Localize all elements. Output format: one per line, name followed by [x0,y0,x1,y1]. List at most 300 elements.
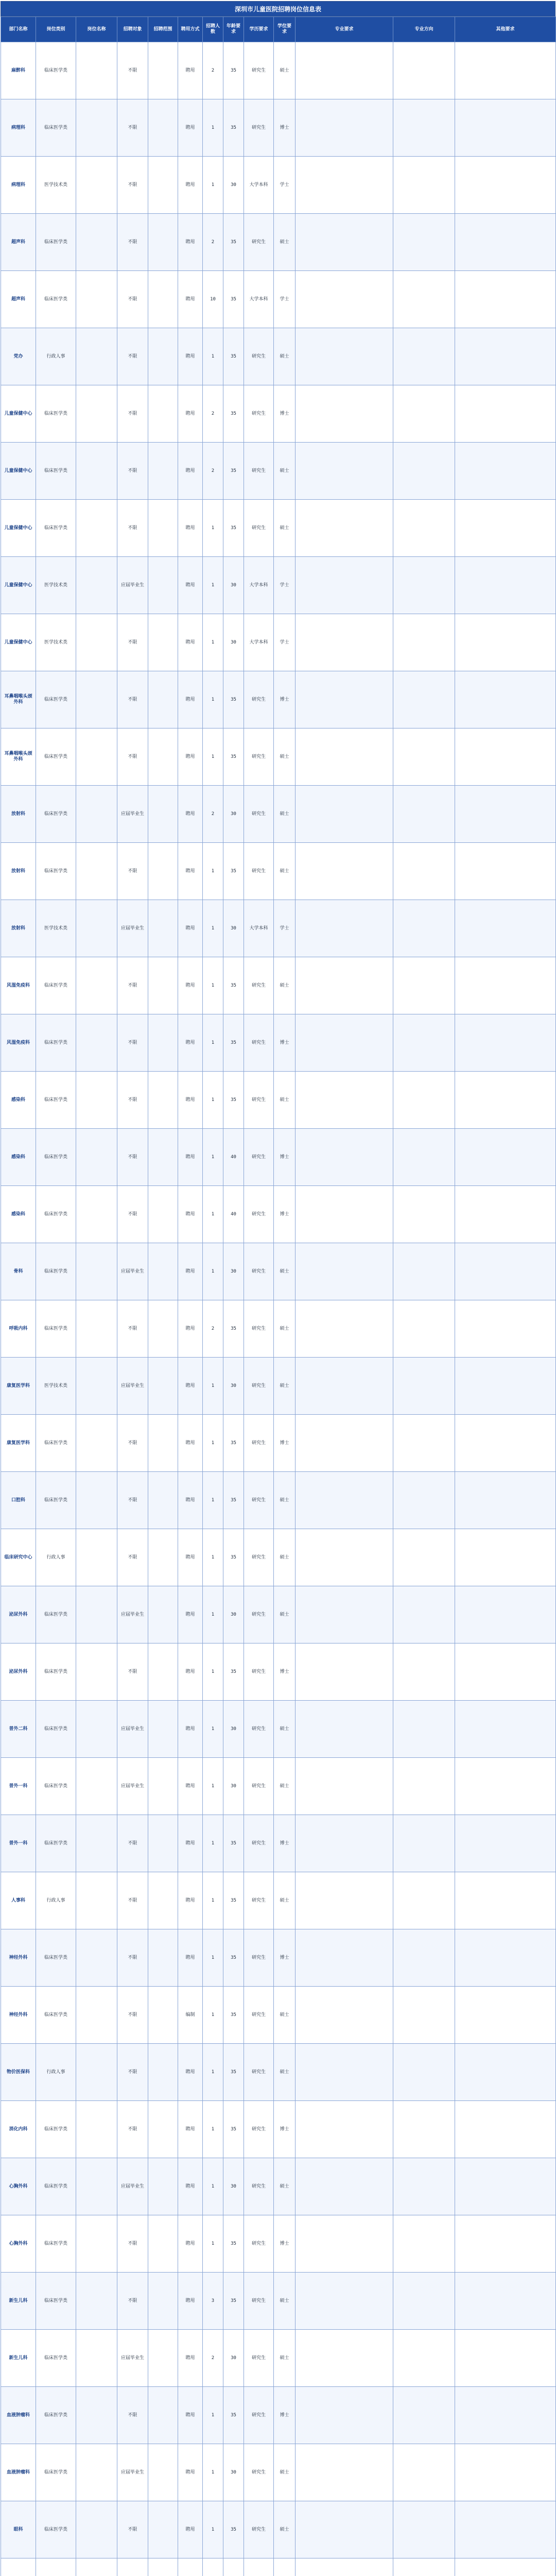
cell-other [455,99,556,157]
cell-dept: 消化内科 [1,2101,36,2158]
cell-source: 不限 [117,843,148,900]
cell-edu: 研究生 [244,443,274,500]
cell-direction [393,1300,455,1358]
cell-post [76,614,117,671]
cell-source: 不限 [117,1815,148,1872]
cell-major [296,1529,393,1586]
cell-post [76,557,117,614]
cell-dept: 感染科 [1,1072,36,1129]
table-row [1,1243,556,1300]
cell-degree: 硕士 [274,1072,296,1129]
table-row [1,500,556,557]
cell-other [455,2101,556,2158]
cell-other [455,1929,556,1987]
cell-major [296,1472,393,1529]
cell-direction [393,2158,455,2215]
table-title: 深圳市儿童医院招聘岗位信息表 [1,1,555,16]
cell-mode: 聘用 [178,2158,203,2215]
cell-count: 1 [203,2158,223,2215]
cell-source: 不限 [117,2387,148,2444]
cell-post [76,385,117,443]
cell-post [76,1186,117,1243]
cell-mode: 聘用 [178,2273,203,2330]
cell-major [296,42,393,99]
table-row [1,2558,556,2576]
cell-dept: 普外一科 [1,1815,36,1872]
cell-age: 35 [223,99,244,157]
cell-degree: 硕士 [274,2501,296,2558]
cell-edu: 研究生 [244,385,274,443]
cell-area [148,1701,178,1758]
cell-direction [393,1129,455,1186]
cell-edu [244,2558,274,2576]
cell-area [148,1872,178,1929]
cell-count: 1 [203,2444,223,2501]
cell-other [455,42,556,99]
cell-major [296,957,393,1014]
table-row [1,2101,556,2158]
cell-count: 1 [203,557,223,614]
cell-count: 3 [203,2273,223,2330]
cell-post [76,2273,117,2330]
table-row [1,1529,556,1586]
table-row [1,157,556,214]
cell-dept: 康复医学科 [1,1415,36,1472]
cell-area [148,843,178,900]
cell-dept: 血液肿瘤科 [1,2387,36,2444]
cell-category: 临床医学类 [36,42,76,99]
cell-count: 1 [203,1358,223,1415]
cell-category: 临床医学类 [36,1129,76,1186]
cell-post [76,42,117,99]
table-row [1,2444,556,2501]
cell-mode: 聘用 [178,214,203,271]
cell-mode: 聘用 [178,1186,203,1243]
cell-category: 临床医学类 [36,385,76,443]
cell-dept [1,2558,36,2576]
cell-count: 1 [203,1815,223,1872]
cell-age: 35 [223,1815,244,1872]
cell-mode: 聘用 [178,2044,203,2101]
cell-degree: 硕士 [274,1300,296,1358]
cell-area [148,1072,178,1129]
cell-category: 临床医学类 [36,2330,76,2387]
table-row [1,786,556,843]
cell-source: 应届毕业生 [117,557,148,614]
cell-count: 1 [203,1929,223,1987]
cell-age: 40 [223,1129,244,1186]
cell-post [76,1929,117,1987]
cell-source: 不限 [117,1929,148,1987]
cell-direction [393,2330,455,2387]
cell-direction [393,1929,455,1987]
cell-other [455,1586,556,1643]
cell-area [148,42,178,99]
cell-edu: 研究生 [244,1643,274,1701]
cell-major [296,157,393,214]
cell-direction [393,2273,455,2330]
cell-area [148,157,178,214]
column-header-edu: 学历要求 [244,17,274,42]
cell-degree: 博士 [274,1014,296,1072]
cell-edu: 研究生 [244,1129,274,1186]
cell-age: 35 [223,2273,244,2330]
cell-degree: 硕士 [274,1987,296,2044]
cell-edu: 研究生 [244,2273,274,2330]
table-row [1,385,556,443]
cell-source: 应届毕业生 [117,2444,148,2501]
table-row [1,1586,556,1643]
cell-dept: 神经外科 [1,1987,36,2044]
cell-direction [393,957,455,1014]
cell-other [455,214,556,271]
cell-major [296,99,393,157]
cell-edu: 研究生 [244,1415,274,1472]
cell-source: 应届毕业生 [117,1701,148,1758]
cell-major [296,786,393,843]
column-header-area: 招聘范围 [148,17,178,42]
cell-dept: 儿童保健中心 [1,557,36,614]
cell-other [455,2158,556,2215]
cell-dept: 新生儿科 [1,2273,36,2330]
cell-other [455,614,556,671]
cell-direction [393,214,455,271]
cell-source: 不限 [117,1472,148,1529]
cell-dept: 泌尿外科 [1,1586,36,1643]
cell-post [76,1758,117,1815]
cell-count: 1 [203,2501,223,2558]
cell-major [296,900,393,957]
table-row [1,42,556,99]
cell-dept: 神经外科 [1,1929,36,1987]
cell-degree: 博士 [274,1929,296,1987]
cell-dept: 儿童保健中心 [1,500,36,557]
cell-source: 应届毕业生 [117,1243,148,1300]
cell-category: 临床医学类 [36,671,76,728]
cell-age: 35 [223,328,244,385]
cell-area [148,1758,178,1815]
cell-age: 35 [223,1300,244,1358]
cell-source: 不限 [117,2044,148,2101]
column-header-source: 招聘对象 [117,17,148,42]
cell-edu: 大学本科 [244,557,274,614]
cell-count: 1 [203,1014,223,1072]
cell-source: 不限 [117,1072,148,1129]
cell-category: 临床医学类 [36,1014,76,1072]
cell-count: 1 [203,328,223,385]
table-row [1,1129,556,1186]
cell-age: 30 [223,1243,244,1300]
cell-mode: 聘用 [178,728,203,786]
cell-direction [393,99,455,157]
cell-mode: 聘用 [178,1300,203,1358]
cell-edu: 大学本科 [244,900,274,957]
cell-edu: 大学本科 [244,271,274,328]
cell-major [296,1300,393,1358]
cell-dept: 感染科 [1,1129,36,1186]
cell-dept: 临床研究中心 [1,1529,36,1586]
cell-degree: 硕士 [274,2444,296,2501]
cell-other [455,2273,556,2330]
column-header-post: 岗位名称 [76,17,117,42]
cell-count: 1 [203,1758,223,1815]
cell-source: 不限 [117,1643,148,1701]
cell-direction [393,328,455,385]
cell-edu: 研究生 [244,671,274,728]
cell-degree: 硕士 [274,843,296,900]
cell-source: 不限 [117,2215,148,2273]
table-row [1,1072,556,1129]
cell-other [455,1987,556,2044]
cell-count: 1 [203,1186,223,1243]
cell-degree: 硕士 [274,1586,296,1643]
cell-age: 30 [223,1586,244,1643]
cell-major [296,1014,393,1072]
cell-major [296,1643,393,1701]
cell-area [148,500,178,557]
cell-post [76,1472,117,1529]
cell-age: 35 [223,1929,244,1987]
cell-dept: 放射科 [1,843,36,900]
cell-edu: 研究生 [244,1300,274,1358]
cell-degree: 硕士 [274,786,296,843]
cell-source: 应届毕业生 [117,2158,148,2215]
cell-mode: 聘用 [178,42,203,99]
cell-post [76,500,117,557]
table-row [1,214,556,271]
cell-other [455,2501,556,2558]
cell-post [76,328,117,385]
cell-degree: 博士 [274,1186,296,1243]
table-row [1,1987,556,2044]
cell-edu: 研究生 [244,99,274,157]
table-row [1,2330,556,2387]
cell-count: 1 [203,1586,223,1643]
cell-edu: 研究生 [244,1529,274,1586]
cell-area [148,1243,178,1300]
cell-other [455,2044,556,2101]
cell-major [296,2101,393,2158]
cell-degree: 博士 [274,1815,296,1872]
cell-edu: 研究生 [244,1701,274,1758]
cell-other [455,1815,556,1872]
cell-source: 不限 [117,157,148,214]
cell-age: 35 [223,214,244,271]
cell-direction [393,1415,455,1472]
table-row [1,1472,556,1529]
cell-major [296,214,393,271]
cell-other [455,557,556,614]
cell-post [76,843,117,900]
cell-mode: 聘用 [178,786,203,843]
cell-category: 临床医学类 [36,1643,76,1701]
cell-area [148,1014,178,1072]
cell-age: 30 [223,157,244,214]
cell-mode: 聘用 [178,2387,203,2444]
cell-major [296,1358,393,1415]
cell-degree: 硕士 [274,2273,296,2330]
cell-count: 2 [203,443,223,500]
cell-count: 1 [203,1072,223,1129]
cell-age: 35 [223,671,244,728]
cell-category: 临床医学类 [36,1586,76,1643]
cell-age: 35 [223,271,244,328]
cell-degree: 硕士 [274,2158,296,2215]
cell-count: 1 [203,1872,223,1929]
cell-other [455,500,556,557]
cell-age: 35 [223,2101,244,2158]
table-row [1,1014,556,1072]
cell-category: 临床医学类 [36,2215,76,2273]
column-header-mode: 聘用方式 [178,17,203,42]
cell-degree: 博士 [274,1415,296,1472]
cell-major [296,728,393,786]
cell-count: 1 [203,1472,223,1529]
cell-category: 临床医学类 [36,957,76,1014]
cell-category: 临床医学类 [36,1243,76,1300]
cell-direction [393,843,455,900]
table-row [1,2273,556,2330]
cell-count: 1 [203,1129,223,1186]
cell-edu: 研究生 [244,1243,274,1300]
cell-source: 应届毕业生 [117,1758,148,1815]
table-row [1,443,556,500]
cell-source: 不限 [117,1129,148,1186]
cell-area [148,1129,178,1186]
cell-degree: 博士 [274,385,296,443]
cell-post [76,728,117,786]
cell-dept: 骨科 [1,1243,36,1300]
cell-edu: 研究生 [244,1472,274,1529]
cell-count: 1 [203,900,223,957]
cell-category: 临床医学类 [36,786,76,843]
column-header-other: 其他要求 [455,17,556,42]
cell-dept: 儿童保健中心 [1,443,36,500]
cell-mode: 聘用 [178,1358,203,1415]
cell-edu: 大学本科 [244,157,274,214]
table-row [1,728,556,786]
cell-area [148,786,178,843]
cell-source: 不限 [117,42,148,99]
cell-dept: 儿童保健中心 [1,385,36,443]
cell-age: 35 [223,1472,244,1529]
cell-mode: 聘用 [178,328,203,385]
cell-degree: 硕士 [274,728,296,786]
cell-category: 行政人事 [36,328,76,385]
cell-major [296,271,393,328]
table-row [1,1300,556,1358]
cell-count: 1 [203,2387,223,2444]
cell-count: 2 [203,214,223,271]
cell-post [76,1300,117,1358]
cell-category: 临床医学类 [36,1300,76,1358]
cell-degree: 硕士 [274,328,296,385]
cell-edu: 大学本科 [244,614,274,671]
cell-source: 不限 [117,99,148,157]
cell-other [455,1415,556,1472]
cell-mode: 聘用 [178,1472,203,1529]
cell-dept: 普外二科 [1,1701,36,1758]
cell-mode: 聘用 [178,1529,203,1586]
cell-direction [393,1243,455,1300]
table-row [1,1872,556,1929]
cell-source: 不限 [117,1987,148,2044]
cell-post [76,271,117,328]
cell-area [148,443,178,500]
cell-other [455,1758,556,1815]
cell-major [296,328,393,385]
cell-dept: 放射科 [1,786,36,843]
cell-other [455,1643,556,1701]
table-row [1,1929,556,1987]
cell-direction [393,1358,455,1415]
cell-source [117,2558,148,2576]
cell-edu: 研究生 [244,1815,274,1872]
cell-mode: 聘用 [178,271,203,328]
cell-category: 临床医学类 [36,2444,76,2501]
cell-other [455,2215,556,2273]
cell-major [296,1415,393,1472]
cell-area [148,671,178,728]
cell-other [455,1872,556,1929]
cell-major [296,1186,393,1243]
cell-mode: 聘用 [178,157,203,214]
cell-mode: 聘用 [178,1815,203,1872]
cell-source: 不限 [117,443,148,500]
cell-degree: 硕士 [274,1243,296,1300]
cell-count: 1 [203,2044,223,2101]
cell-count: 1 [203,843,223,900]
cell-major [296,2330,393,2387]
cell-major [296,2044,393,2101]
cell-count: 2 [203,42,223,99]
cell-major [296,1987,393,2044]
table-row [1,557,556,614]
cell-age: 30 [223,614,244,671]
cell-mode [178,2558,203,2576]
cell-area [148,614,178,671]
cell-area [148,214,178,271]
cell-degree: 博士 [274,2101,296,2158]
cell-area [148,2501,178,2558]
cell-area [148,2215,178,2273]
cell-major [296,614,393,671]
cell-age: 30 [223,2158,244,2215]
table-row [1,328,556,385]
cell-count: 1 [203,1243,223,1300]
cell-post [76,2215,117,2273]
cell-edu: 研究生 [244,2215,274,2273]
cell-category: 临床医学类 [36,2387,76,2444]
cell-dept: 风湿免疫科 [1,1014,36,1072]
cell-degree: 硕士 [274,1529,296,1586]
cell-degree: 硕士 [274,42,296,99]
cell-age: 35 [223,2387,244,2444]
cell-dept: 风湿免疫科 [1,957,36,1014]
cell-mode: 聘用 [178,900,203,957]
cell-category: 医学技术类 [36,900,76,957]
cell-mode: 聘用 [178,1129,203,1186]
cell-degree: 硕士 [274,1872,296,1929]
cell-age: 30 [223,2444,244,2501]
cell-direction [393,2387,455,2444]
cell-category: 临床医学类 [36,2158,76,2215]
cell-post [76,786,117,843]
cell-post [76,2158,117,2215]
cell-edu: 研究生 [244,1186,274,1243]
cell-post [76,2101,117,2158]
cell-count: 2 [203,1300,223,1358]
